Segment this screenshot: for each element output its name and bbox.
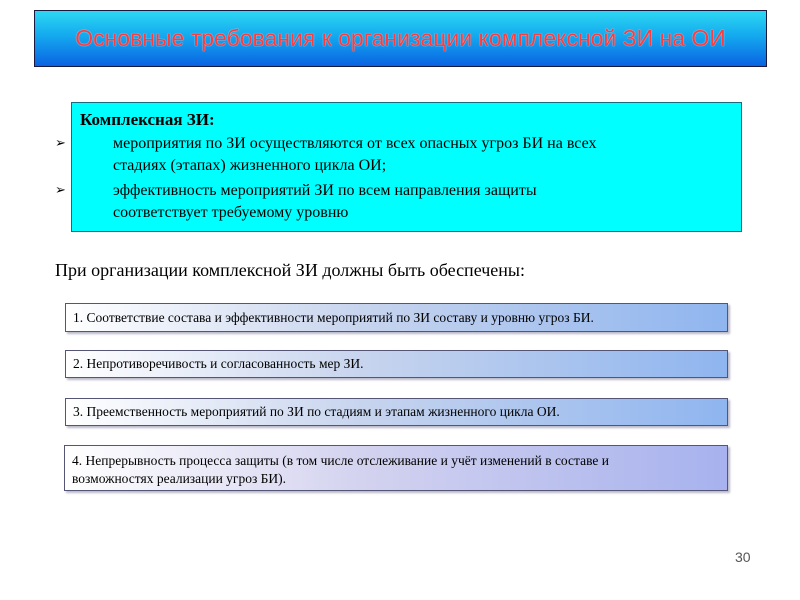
- slide-title-bar: [34, 10, 767, 67]
- bullet-1-line-2: стадиях (этапах) жизненного цикла ОИ;: [113, 157, 387, 174]
- definition-heading: Комплексная ЗИ:: [80, 110, 215, 129]
- requirement-item-3: [65, 398, 728, 426]
- requirement-4-line-2: возможностях реализации угроз БИ).: [72, 471, 287, 486]
- slide-title: Основные требования к организации комплексной ЗИ на ОИ: [75, 25, 726, 51]
- arrow-bullet-icon: ➢: [55, 183, 66, 198]
- requirement-item-1: [65, 303, 728, 332]
- requirement-text: 1. Соответствие состава и эффективности мероприятий по ЗИ составу и уровню угроз БИ.: [73, 309, 594, 325]
- bullet-2-line-2: соответствует требуемому уровню: [113, 204, 349, 221]
- requirement-text: 3. Преемственность мероприятий по ЗИ по стадиям и этапам жизненного цикла ОИ.: [73, 404, 560, 419]
- requirement-4-line-1: 4. Непрерывность процесса защиты (в том числе отслеживание и учёт изменений в составе и: [72, 453, 609, 468]
- bullet-1-line-1: мероприятия по ЗИ осуществляются от всех опасных угроз БИ на всех: [113, 135, 597, 152]
- bullet-2-line-1: эффективность мероприятий ЗИ по всем направления защиты: [113, 182, 537, 199]
- requirement-item-2: [65, 350, 728, 378]
- requirements-intro: При организации комплексной ЗИ должны быть обеспечены:: [55, 260, 526, 280]
- arrow-bullet-icon: ➢: [55, 136, 66, 151]
- requirement-item-4: [64, 445, 728, 491]
- requirement-text: 2. Непротиворечивость и согласованность мер ЗИ.: [73, 356, 364, 371]
- page-number: 30: [735, 549, 751, 565]
- definition-box: [55, 102, 742, 232]
